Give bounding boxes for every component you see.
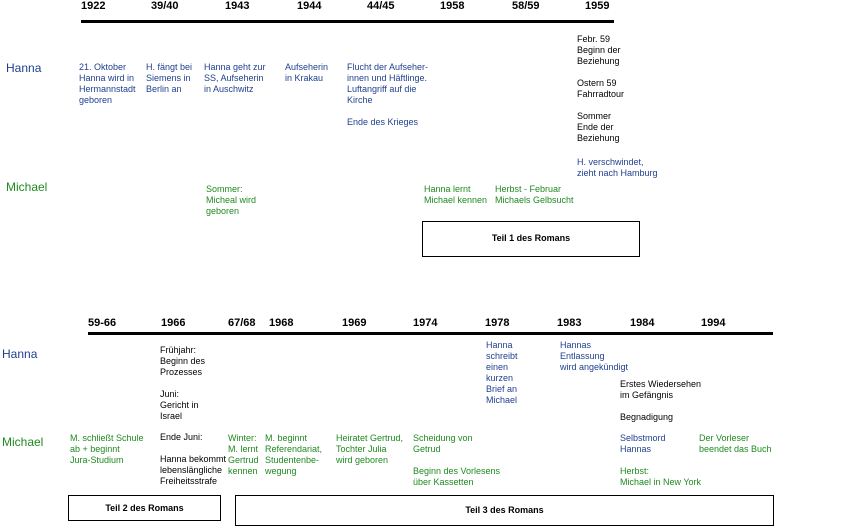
event-michael: Winter: M. lernt Gertrud kennen	[228, 433, 259, 476]
year-label: 1974	[413, 317, 438, 329]
event-hanna-disappears: H. verschwindet, zieht nach Hamburg	[577, 157, 658, 178]
year-label: 1969	[342, 317, 367, 329]
novel-part-label: Teil 1 des Romans	[491, 233, 571, 243]
event-michael: Der Vorleser beendet das Buch	[699, 433, 772, 454]
row-label-hanna: Hanna	[2, 347, 38, 361]
event-michael: Hanna lernt Michael kennen	[424, 184, 488, 205]
event-hanna: Flucht der Aufseher- innen und Häftlinge. Luftangriff auf die Kirche Ende des Krieges	[347, 62, 429, 127]
event-hanna: Hanna schreibt einen kurzen Brief an Michael	[486, 340, 518, 405]
year-label: 1959	[585, 0, 610, 12]
event-michael: M. schließt Schule ab + beginnt Jura-Studium	[70, 433, 144, 465]
event-hanna: Hannas Entlassung wird angekündigt	[560, 340, 629, 372]
novel-part-box	[68, 495, 221, 521]
year-label: 67/68	[228, 317, 256, 329]
novel-part-label: Teil 3 des Romans	[465, 505, 544, 515]
row-label-michael: Michael	[6, 180, 48, 194]
event-1959: Febr. 59 Beginn der Beziehung Ostern 59 Fahrradtour Sommer Ende der Beziehung	[577, 34, 625, 143]
year-label: 1966	[161, 317, 186, 329]
event-hanna: H. fängt bei Siemens in Berlin an	[146, 62, 193, 94]
year-label: 1944	[297, 0, 322, 12]
event-michael: Scheidung von Getrud Beginn des Vorlesens über Kassetten	[413, 433, 501, 487]
event-michael: Heiratet Gertrud, Tochter Julia wird geboren	[336, 433, 404, 465]
year-label: 1983	[557, 317, 582, 329]
row-label-hanna: Hanna	[6, 61, 42, 75]
novel-part-box	[422, 221, 640, 257]
event-michael: M. beginnt Referendariat, Studentenbe- wegung	[265, 433, 323, 476]
year-label: 59-66	[88, 317, 117, 329]
event-hanna: Hanna geht zur SS, Aufseherin in Auschwitz	[204, 62, 266, 94]
event-michael: Herbst: Michael in New York	[620, 466, 702, 487]
event-michael: Sommer: Micheal wird geboren	[206, 184, 257, 216]
year-label: 44/45	[367, 0, 395, 12]
event-hanna: Selbstmord Hannas	[620, 433, 666, 454]
event-trial: Frühjahr: Beginn des Prozesses Juni: Gericht in Israel	[160, 345, 206, 421]
timeline-axis	[81, 20, 614, 23]
event-hanna: 21. Oktober Hanna wird in Hermannstadt geboren	[79, 62, 136, 105]
row-label-michael: Michael	[2, 435, 44, 449]
year-label: 39/40	[151, 0, 179, 12]
novel-part-box	[235, 495, 774, 526]
year-label: 1984	[630, 317, 655, 329]
event-sentence: Ende Juni: Hanna bekommt lebenslängliche Freiheitsstrafe	[160, 432, 227, 486]
year-label: 1968	[269, 317, 294, 329]
year-label: 1922	[81, 0, 106, 12]
year-label: 1994	[701, 317, 726, 329]
novel-part-label: Teil 2 des Romans	[105, 503, 184, 513]
timeline-axis	[88, 332, 773, 335]
event-reunion: Erstes Wiedersehen im Gefängnis Begnadigung	[620, 379, 702, 422]
year-label: 1958	[440, 0, 465, 12]
year-label: 58/59	[512, 0, 540, 12]
year-label: 1978	[485, 317, 510, 329]
event-michael: Herbst - Februar Michaels Gelbsucht	[495, 184, 574, 205]
year-label: 1943	[225, 0, 250, 12]
event-hanna: Aufseherin in Krakau	[285, 62, 329, 83]
